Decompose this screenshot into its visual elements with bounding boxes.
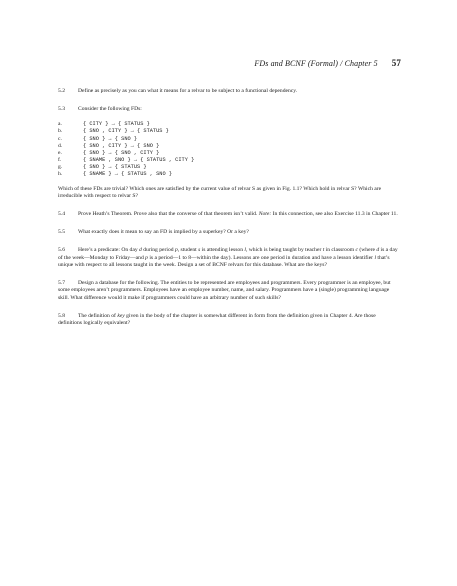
fd-item bbox=[58, 157, 400, 164]
exercise-number: 5.6 bbox=[58, 247, 65, 254]
exercise-5-3 bbox=[58, 106, 400, 201]
fd-expression: { SNAME } → { STATUS , SNO } bbox=[83, 170, 173, 177]
exercise-5-5 bbox=[58, 229, 400, 236]
exercise-list bbox=[58, 88, 400, 338]
var-p: p bbox=[145, 254, 148, 261]
fd-expression: { CITY } → { STATUS } bbox=[83, 121, 150, 128]
var-t: t bbox=[322, 247, 325, 254]
text-part: in classroom bbox=[324, 247, 356, 254]
var-d: d bbox=[376, 247, 380, 254]
exercise-number: 5.5 bbox=[58, 229, 65, 236]
fd-letter: e. bbox=[58, 149, 62, 156]
var-p: p bbox=[174, 247, 178, 254]
fd-item bbox=[58, 164, 400, 171]
fd-letter: d. bbox=[58, 142, 63, 149]
exercise-5-7 bbox=[58, 280, 400, 302]
exercise-5-2 bbox=[58, 88, 400, 95]
text-part: is a period—1 to 8—within the day). Lessons are one period in duration and have a lesson identifier bbox=[147, 254, 375, 261]
exercise-number: 5.2 bbox=[58, 88, 65, 94]
fd-list bbox=[58, 121, 400, 178]
fd-letter: a. bbox=[58, 121, 62, 128]
exercise-number: 5.3 bbox=[58, 105, 65, 112]
running-header-title: FDs and BCNF (Formal) / Chapter 5 bbox=[254, 59, 378, 68]
fd-item bbox=[58, 128, 400, 135]
text-part: given in the body of the chapter is somewhat different in form from the definition given in Chapter 4. Are those definitions logically equivalent? bbox=[58, 312, 376, 327]
exercise-text: Consider the following FDs: bbox=[78, 105, 142, 112]
fd-item bbox=[58, 171, 400, 178]
exercise-5-4 bbox=[58, 211, 400, 218]
fd-expression: { SNO , CITY } → { SNO } bbox=[83, 142, 160, 149]
var-d: d bbox=[139, 247, 142, 254]
var-c: c bbox=[355, 247, 358, 254]
fd-letter: h. bbox=[58, 170, 63, 177]
fd-expression: { SNO , CITY } → { STATUS } bbox=[83, 128, 169, 135]
var-l: l bbox=[244, 247, 246, 254]
text-part: The definition of bbox=[78, 312, 118, 319]
exercise-5-8 bbox=[58, 313, 400, 328]
text-part: Here’s a predicate: On day bbox=[78, 247, 140, 254]
exercise-5-6 bbox=[58, 247, 400, 269]
fd-expression: { SNO } → { SNO } bbox=[83, 135, 138, 142]
exercise-number: 5.7 bbox=[58, 279, 65, 286]
exercise-followup-text: Which of these FDs are trivial? Which ones are satisfied by the current value of relvar S as given in Fig. 1.1? Which hold in relvar S? Which are irreducible with respect to relvar S? bbox=[58, 186, 382, 200]
fd-expression: { SNO } → { STATUS } bbox=[83, 163, 147, 170]
exercise-number: 5.4 bbox=[58, 211, 65, 218]
exercise-text: Design a database for the following. The entities to be represented are employees and programmers. Every programmer is an employee, but some employees aren’t programmers. Employees have an employee number, name, and salary. Programmers have a (single) programming language skill. What difference would it make if programmers could have an arbitrary number of such skills? bbox=[58, 279, 391, 301]
running-header bbox=[254, 58, 401, 68]
fd-letter: b. bbox=[58, 128, 63, 135]
fd-item bbox=[58, 121, 400, 128]
var-l: l bbox=[374, 254, 377, 261]
exercise-number: 5.8 bbox=[58, 312, 65, 319]
note-label: Note: bbox=[258, 211, 272, 218]
text-part: that’s unique with respect to all lessons taught in the week. Design a set of BCNF relvars for this database. What are the keys? bbox=[58, 254, 390, 268]
fd-letter: f. bbox=[58, 156, 62, 163]
exercise-text: What exactly does it mean to say an FD is implied by a superkey? Or a key? bbox=[78, 229, 249, 236]
text-part: is a day of the week—Monday to Friday—and bbox=[58, 247, 398, 261]
exercise-text-cont: In this connection, see also Exercise 11.3 in Chapter 11. bbox=[271, 211, 398, 218]
term-key: key bbox=[117, 312, 125, 319]
fd-letter: c. bbox=[58, 135, 62, 142]
fd-item bbox=[58, 150, 400, 157]
fd-item bbox=[58, 143, 400, 150]
fd-letter: g. bbox=[58, 163, 63, 170]
text-part: (where bbox=[358, 247, 377, 254]
page-number: 57 bbox=[391, 58, 401, 68]
text-part: is attending lesson bbox=[200, 247, 245, 254]
text-part: , student bbox=[177, 247, 199, 254]
text-part: during period bbox=[141, 247, 175, 254]
fd-expression: { SNAME , SNO } → { STATUS , CITY } bbox=[83, 156, 195, 163]
exercise-text: Define as precisely as you can what it means for a relvar to be subject to a functional dependency. bbox=[78, 88, 298, 94]
text-part: , which is being taught by teacher bbox=[245, 247, 323, 254]
var-s: s bbox=[198, 247, 201, 254]
fd-expression: { SNO } → { SNO , CITY } bbox=[83, 149, 160, 156]
fd-item bbox=[58, 136, 400, 143]
exercise-text: Prove Heath’s Theorem. Prove also that the converse of that theorem isn’t valid. bbox=[78, 211, 259, 218]
